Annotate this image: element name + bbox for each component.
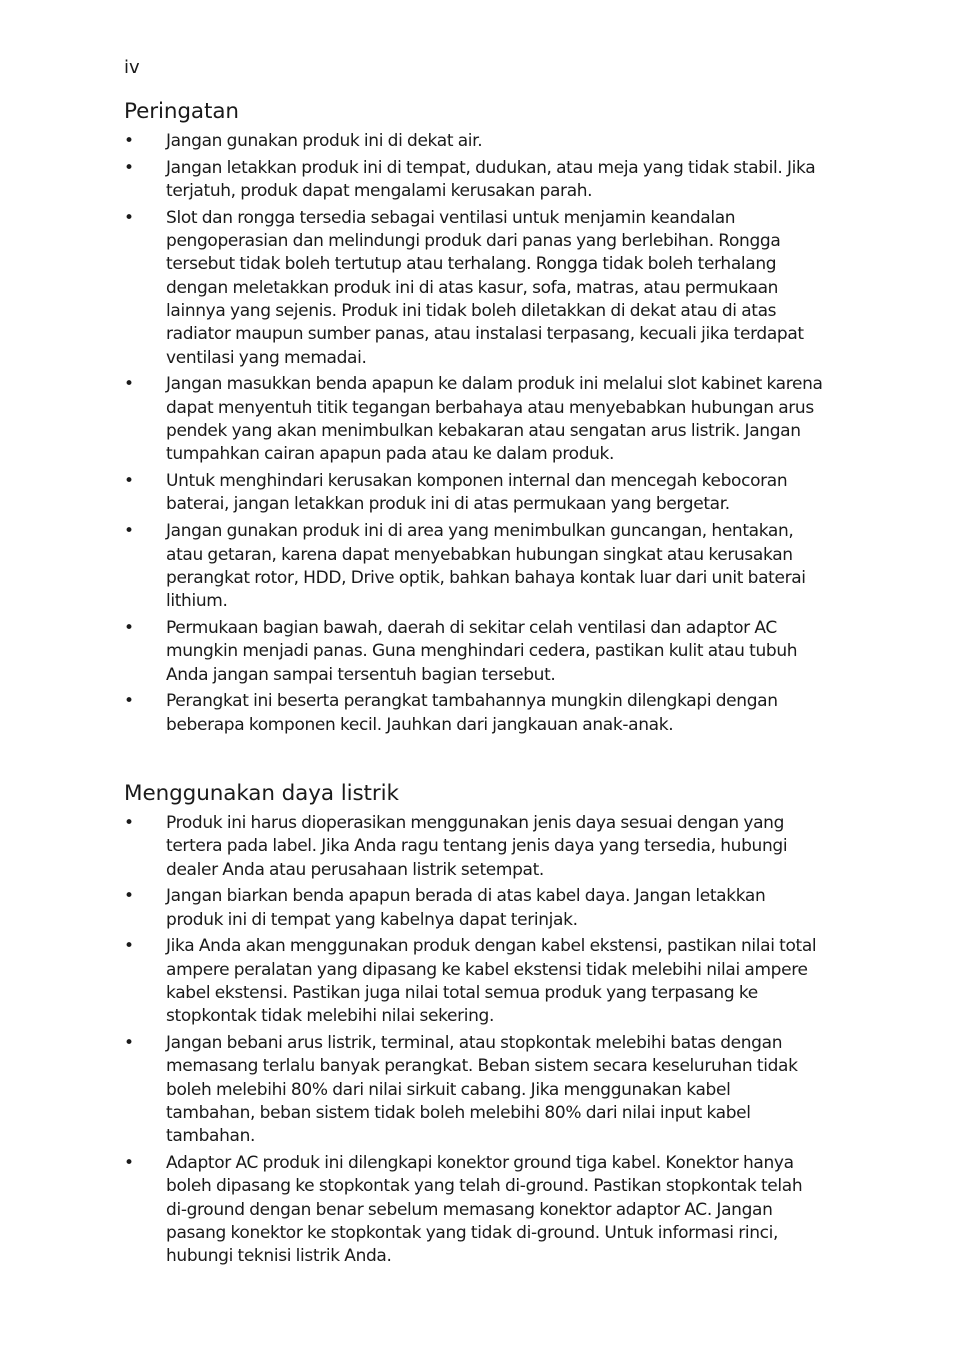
bullet-icon: • <box>124 813 134 833</box>
list-item <box>124 373 824 466</box>
bullet-icon: • <box>124 207 134 228</box>
bullet-list <box>124 130 824 737</box>
bullet-icon: • <box>124 617 134 638</box>
list-item-text: Jangan gunakan produk ini di area yang menimbulkan guncangan, hentakan, atau getaran, karena dapat menyebabkan hubungan singkat atau kerusakan perangkat rotor, HDD, Drive optik, bahkan bahaya kontak luar dari unit baterai lithium. <box>166 521 806 612</box>
section-peringatan <box>124 98 824 740</box>
list-item-text: Jangan masukkan benda apapun ke dalam produk ini melalui slot kabinet karena dapat menyentuh titik tegangan berbahaya atau menyebabkan hubungan arus pendek yang akan menimbulkan kebakaran atau sengatan arus listrik. Jangan tumpahkan cairan apapun pada atau ke dalam produk. <box>166 374 823 465</box>
list-item <box>124 935 824 1028</box>
list-item-text: Jangan biarkan benda apapun berada di atas kabel daya. Jangan letakkan produk ini di tempat yang kabelnya dapat terinjak. <box>166 886 766 930</box>
bullet-icon: • <box>124 521 134 542</box>
list-item-text: Jangan letakkan produk ini di tempat, dudukan, atau meja yang tidak stabil. Jika terjatuh, produk dapat mengalami kerusakan parah. <box>166 157 816 202</box>
page-number: iv <box>124 57 140 78</box>
list-item-text: Slot dan rongga tersedia sebagai ventilasi untuk menjamin keandalan pengoperasian dan melindungi produk dari panas yang berlebihan. Rongga tersebut tidak boleh tertutup atau terhalang. Rongga tidak boleh terhalang dengan meletakkan produk ini di atas kasur, sofa, matras, atau permukaan lainnya yang sejenis. Produk ini tidak boleh diletakkan di dekat atau di atas radiator maupun sumber panas, atau instalasi terpasang, kecuali jika terdapat ventilasi yang memadai. <box>166 207 804 368</box>
list-item <box>124 690 824 737</box>
section-menggunakan-daya-listrik <box>124 780 824 1272</box>
bullet-icon: • <box>124 157 134 178</box>
list-item-text: Adaptor AC produk ini dilengkapi konektor ground tiga kabel. Konektor hanya boleh dipasang ke stopkontak yang telah di-ground. Pastikan stopkontak telah di-ground dengan benar sebelum memasang konektor adaptor AC. Jangan pasang konektor ke stopkontak yang tidak di-ground. Untuk informasi rinci, hubungi teknisi listrik Anda. <box>166 1153 803 1267</box>
bullet-icon: • <box>124 374 134 395</box>
section-title: Peringatan <box>124 99 239 124</box>
bullet-icon: • <box>124 1153 134 1174</box>
bullet-icon: • <box>124 691 134 712</box>
section-title: Menggunakan daya listrik <box>124 781 399 806</box>
list-item-text: Jangan gunakan produk ini di dekat air. <box>166 131 483 151</box>
list-item-text: Produk ini harus dioperasikan menggunakan jenis daya sesuai dengan yang tertera pada label. Jika Anda ragu tentang jenis daya yang tersedia, hubungi dealer Anda atau perusahaan listrik setempat. <box>166 813 788 880</box>
list-item <box>124 617 824 687</box>
list-item <box>124 520 824 613</box>
list-item <box>124 885 824 932</box>
list-item-text: Jika Anda akan menggunakan produk dengan kabel ekstensi, pastikan nilai total ampere peralatan yang dipasang ke kabel ekstensi tidak melebihi nilai ampere kabel ekstensi. Pastikan juga nilai total semua produk yang terpasang ke stopkontak tidak melebihi nilai sekering. <box>166 936 817 1027</box>
list-item <box>124 130 824 153</box>
list-item-text: Untuk menghindari kerusakan komponen internal dan mencegah kebocoran baterai, jangan letakkan produk ini di atas permukaan yang bergetar. <box>166 471 788 515</box>
list-item <box>124 812 824 882</box>
list-item-text: Permukaan bagian bawah, daerah di sekitar celah ventilasi dan adaptor AC mungkin menjadi panas. Guna menghindari cedera, pastikan kulit atau tubuh Anda jangan sampai tersentuh bagian tersebut. <box>166 617 798 685</box>
list-item-text: Perangkat ini beserta perangkat tambahannya mungkin dilengkapi dengan beberapa komponen kecil. Jauhkan dari jangkauan anak-anak. <box>166 691 778 735</box>
bullet-icon: • <box>124 936 134 957</box>
list-item <box>124 207 824 370</box>
bullet-list <box>124 812 824 1269</box>
bullet-icon: • <box>124 886 134 907</box>
bullet-icon: • <box>124 131 134 151</box>
list-item <box>124 1152 824 1268</box>
list-item <box>124 470 824 517</box>
list-item-text: Jangan bebani arus listrik, terminal, atau stopkontak melebihi batas dengan memasang terlalu banyak perangkat. Beban sistem secara keseluruhan tidak boleh melebihi 80% dari nilai sirkuit cabang. Jika menggunakan kabel tambahan, beban sistem tidak boleh melebihi 80% dari nilai input kabel tambahan. <box>166 1033 798 1147</box>
list-item <box>124 157 824 204</box>
list-item <box>124 1032 824 1148</box>
bullet-icon: • <box>124 1033 134 1054</box>
bullet-icon: • <box>124 471 134 492</box>
